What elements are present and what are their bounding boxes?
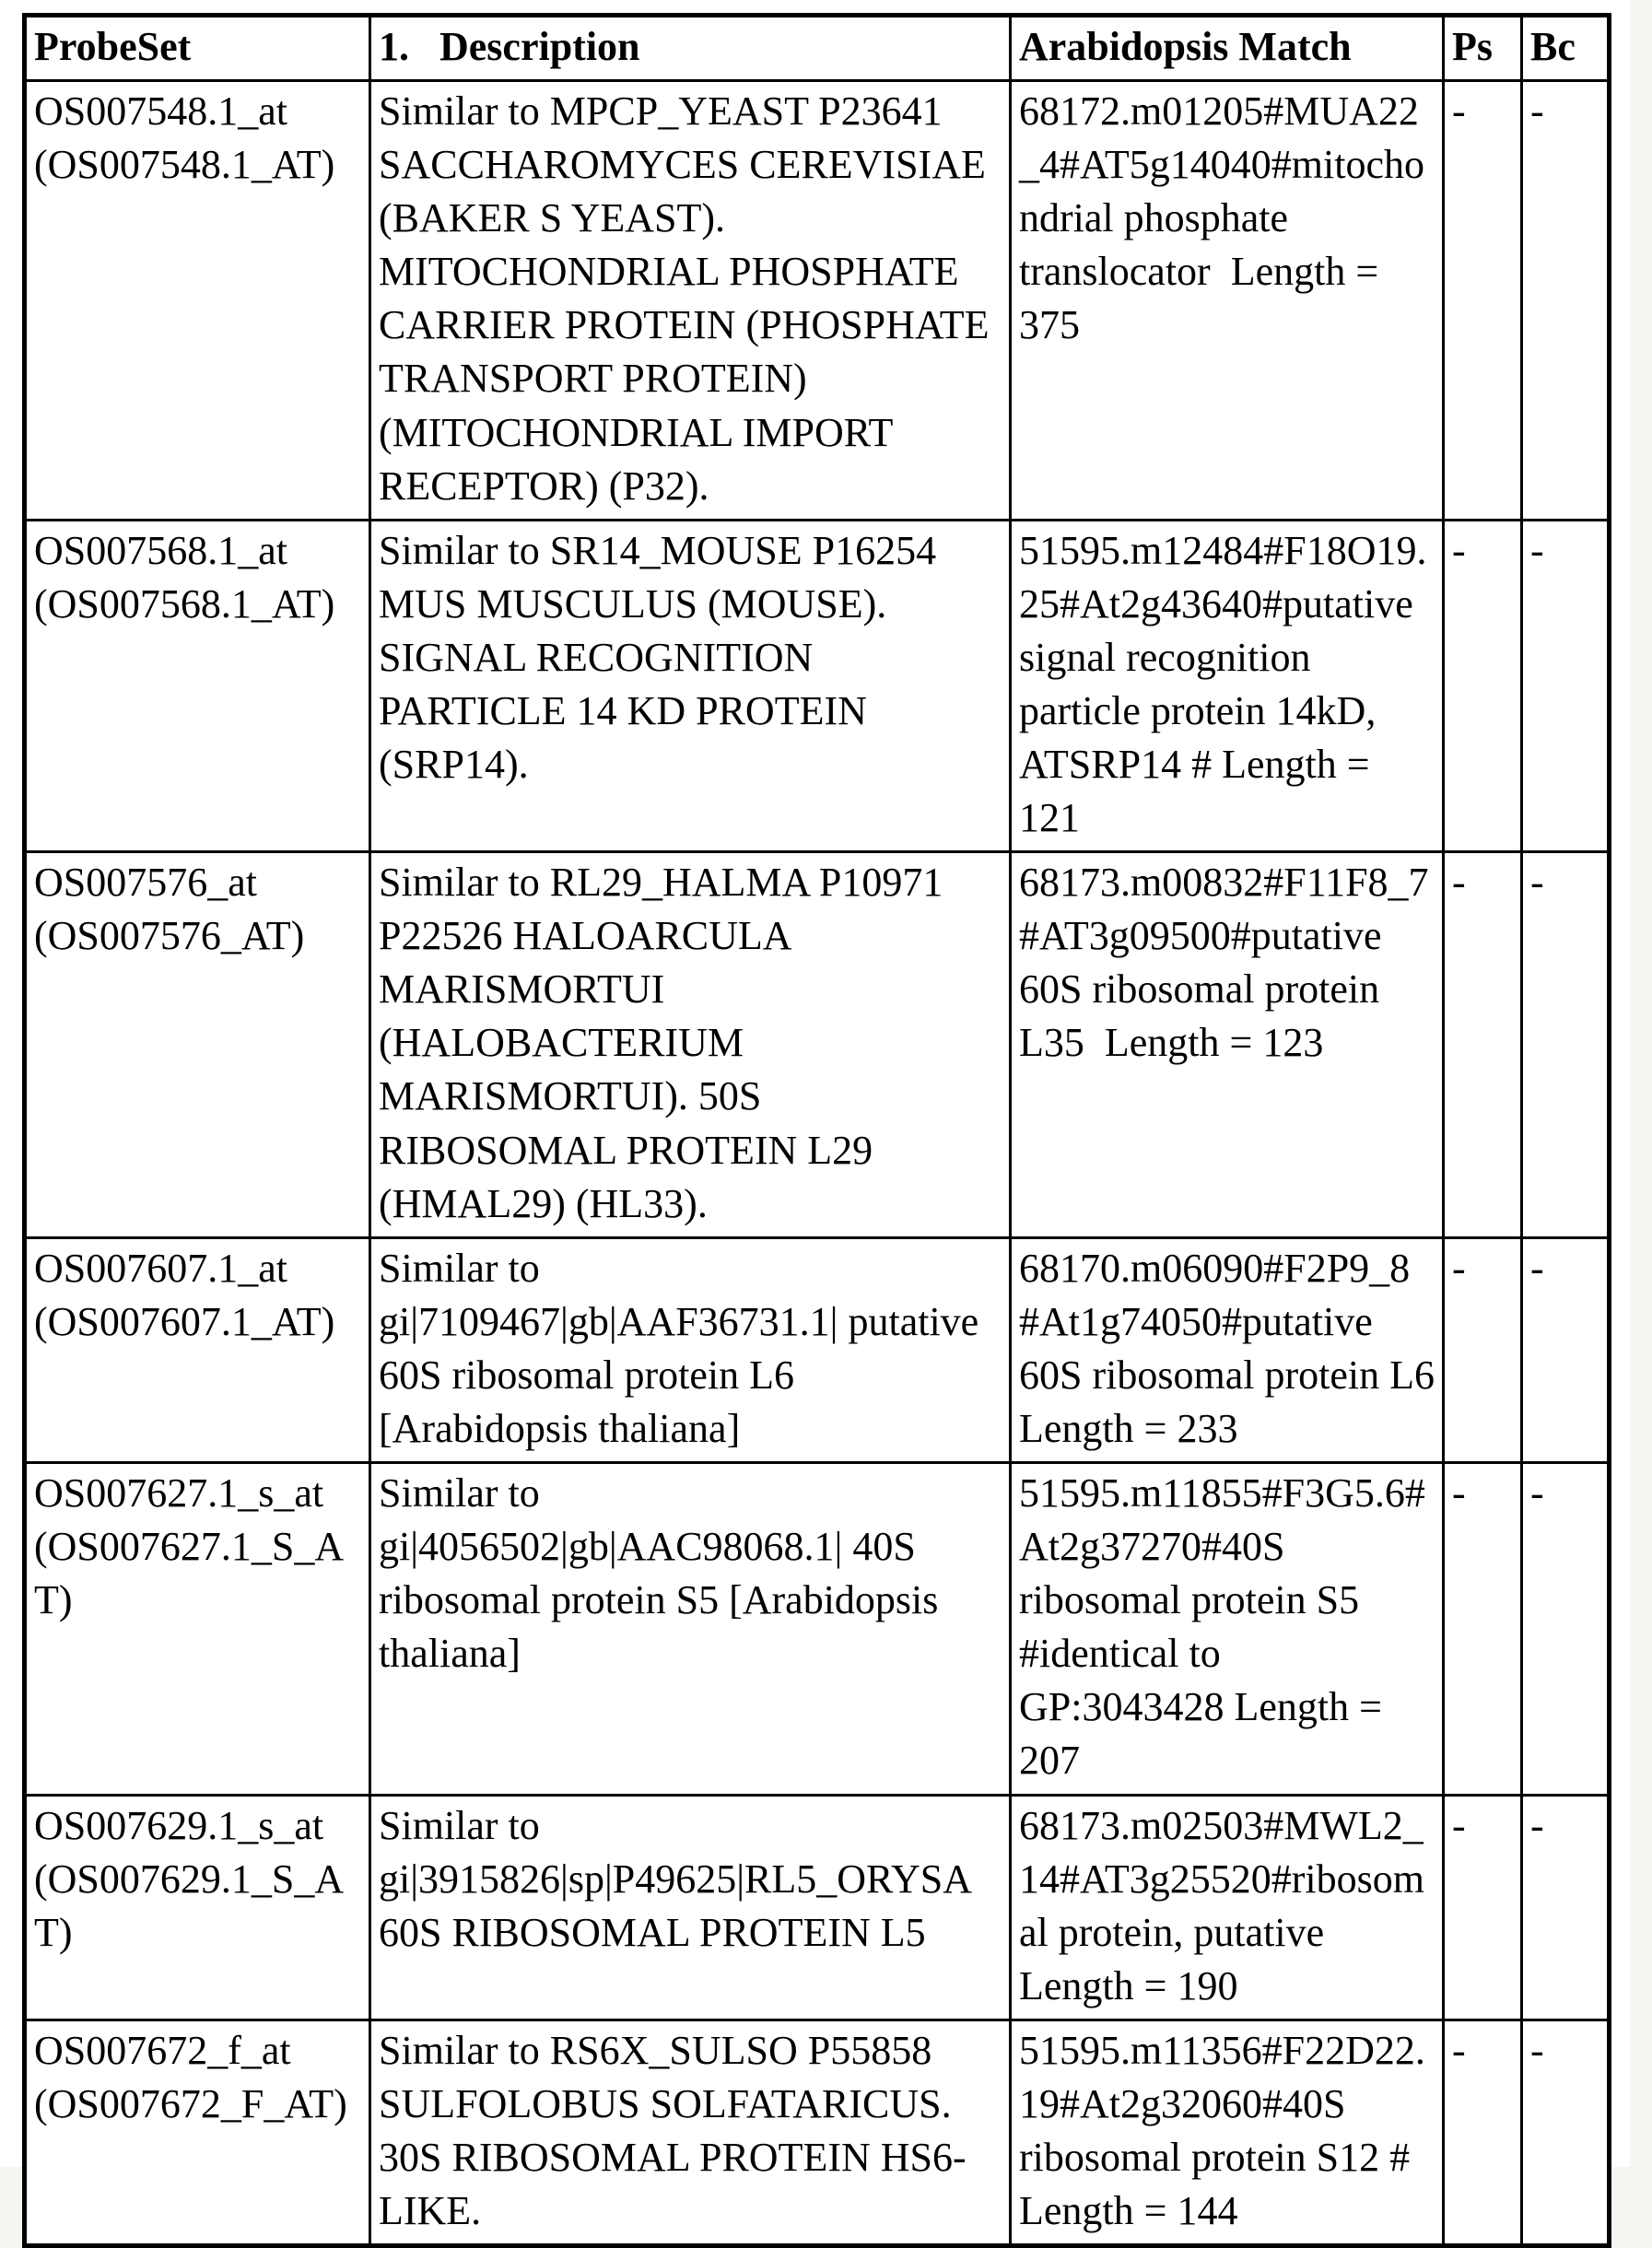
ps-cell: - xyxy=(1444,2020,1522,2245)
probeset-cell: OS007607.1_at (OS007607.1_AT) xyxy=(25,1237,370,1462)
description-cell: Similar to RL29_HALMA P10971 P22526 HALOARCULA MARISMORTUI (HALOBACTERIUM MARISMORTUI). 50S RIBOSOMAL PROTEIN L29 (HMAL29) (HL33). xyxy=(370,852,1011,1238)
description-cell: Similar to gi|3915826|sp|P49625|RL5_ORYSA 60S RIBOSOMAL PROTEIN L5 xyxy=(370,1795,1011,2020)
ps-cell: - xyxy=(1444,1795,1522,2020)
description-cell: Similar to RS6X_SULSO P55858 SULFOLOBUS SOLFATARICUS. 30S RIBOSOMAL PROTEIN HS6-LIKE. xyxy=(370,2020,1011,2245)
bc-cell: - xyxy=(1522,81,1610,521)
column-header-ps: Ps xyxy=(1444,16,1522,81)
header-row xyxy=(25,16,1610,81)
ps-cell: - xyxy=(1444,520,1522,851)
ps-cell: - xyxy=(1444,1237,1522,1462)
probeset-cell: OS007672_f_at (OS007672_F_AT) xyxy=(25,2020,370,2245)
bc-cell: - xyxy=(1522,520,1610,851)
table-row xyxy=(25,852,1610,1238)
probeset-cell: OS007576_at (OS007576_AT) xyxy=(25,852,370,1238)
probeset-cell: OS007548.1_at (OS007548.1_AT) xyxy=(25,81,370,521)
column-header-description: 1. Description xyxy=(370,16,1011,81)
arabidopsis-match-cell: 51595.m12484#F18O19.25#At2g43640#putative signal recognition particle protein 14kD, ATSRP14 # Length = 121 xyxy=(1011,520,1444,851)
probeset-cell: OS007568.1_at (OS007568.1_AT) xyxy=(25,520,370,851)
table-row xyxy=(25,2020,1610,2245)
probeset-cell: OS007629.1_s_at (OS007629.1_S_AT) xyxy=(25,1795,370,2020)
ps-cell: - xyxy=(1444,81,1522,521)
table-row xyxy=(25,1237,1610,1462)
arabidopsis-match-cell: 51595.m11855#F3G5.6#At2g37270#40S ribosomal protein S5 #identical to GP:3043428 Length = 207 xyxy=(1011,1463,1444,1795)
column-header-bc: Bc xyxy=(1522,16,1610,81)
table-row xyxy=(25,1463,1610,1795)
arabidopsis-match-cell: 68172.m01205#MUA22_4#AT5g14040#mitochondrial phosphate translocator Length = 375 xyxy=(1011,81,1444,521)
description-cell: Similar to gi|7109467|gb|AAF36731.1| putative 60S ribosomal protein L6 [Arabidopsis thaliana] xyxy=(370,1237,1011,1462)
arabidopsis-match-cell: 68173.m00832#F11F8_7#AT3g09500#putative 60S ribosomal protein L35 Length = 123 xyxy=(1011,852,1444,1238)
bc-cell: - xyxy=(1522,1463,1610,1795)
column-header-probeset: ProbeSet xyxy=(25,16,370,81)
ps-cell: - xyxy=(1444,1463,1522,1795)
table-row xyxy=(25,1795,1610,2020)
arabidopsis-match-cell: 68170.m06090#F2P9_8 #At1g74050#putative 60S ribosomal protein L6 Length = 233 xyxy=(1011,1237,1444,1462)
bc-cell: - xyxy=(1522,852,1610,1238)
table-row xyxy=(25,81,1610,521)
description-cell: Similar to SR14_MOUSE P16254 MUS MUSCULUS (MOUSE). SIGNAL RECOGNITION PARTICLE 14 KD PROTEIN (SRP14). xyxy=(370,520,1011,851)
arabidopsis-match-cell: 51595.m11356#F22D22.19#At2g32060#40S ribosomal protein S12 # Length = 144 xyxy=(1011,2020,1444,2245)
probeset-table xyxy=(22,13,1611,2248)
bc-cell: - xyxy=(1522,1795,1610,2020)
description-cell: Similar to gi|4056502|gb|AAC98068.1| 40S ribosomal protein S5 [Arabidopsis thaliana] xyxy=(370,1463,1011,1795)
bc-cell: - xyxy=(1522,2020,1610,2245)
arabidopsis-match-cell: 68173.m02503#MWL2_14#AT3g25520#ribosomal protein, putative Length = 190 xyxy=(1011,1795,1444,2020)
description-cell: Similar to MPCP_YEAST P23641 SACCHAROMYCES CEREVISIAE (BAKER S YEAST). MITOCHONDRIAL PHOSPHATE CARRIER PROTEIN (PHOSPHATE TRANSPORT PROTEIN)(MITOCHONDRIAL IMPORT RECEPTOR) (P32). xyxy=(370,81,1011,521)
column-header-arabidopsis-match: Arabidopsis Match xyxy=(1011,16,1444,81)
ps-cell: - xyxy=(1444,852,1522,1238)
bc-cell: - xyxy=(1522,1237,1610,1462)
table-row xyxy=(25,520,1610,851)
probeset-cell: OS007627.1_s_at (OS007627.1_S_AT) xyxy=(25,1463,370,1795)
